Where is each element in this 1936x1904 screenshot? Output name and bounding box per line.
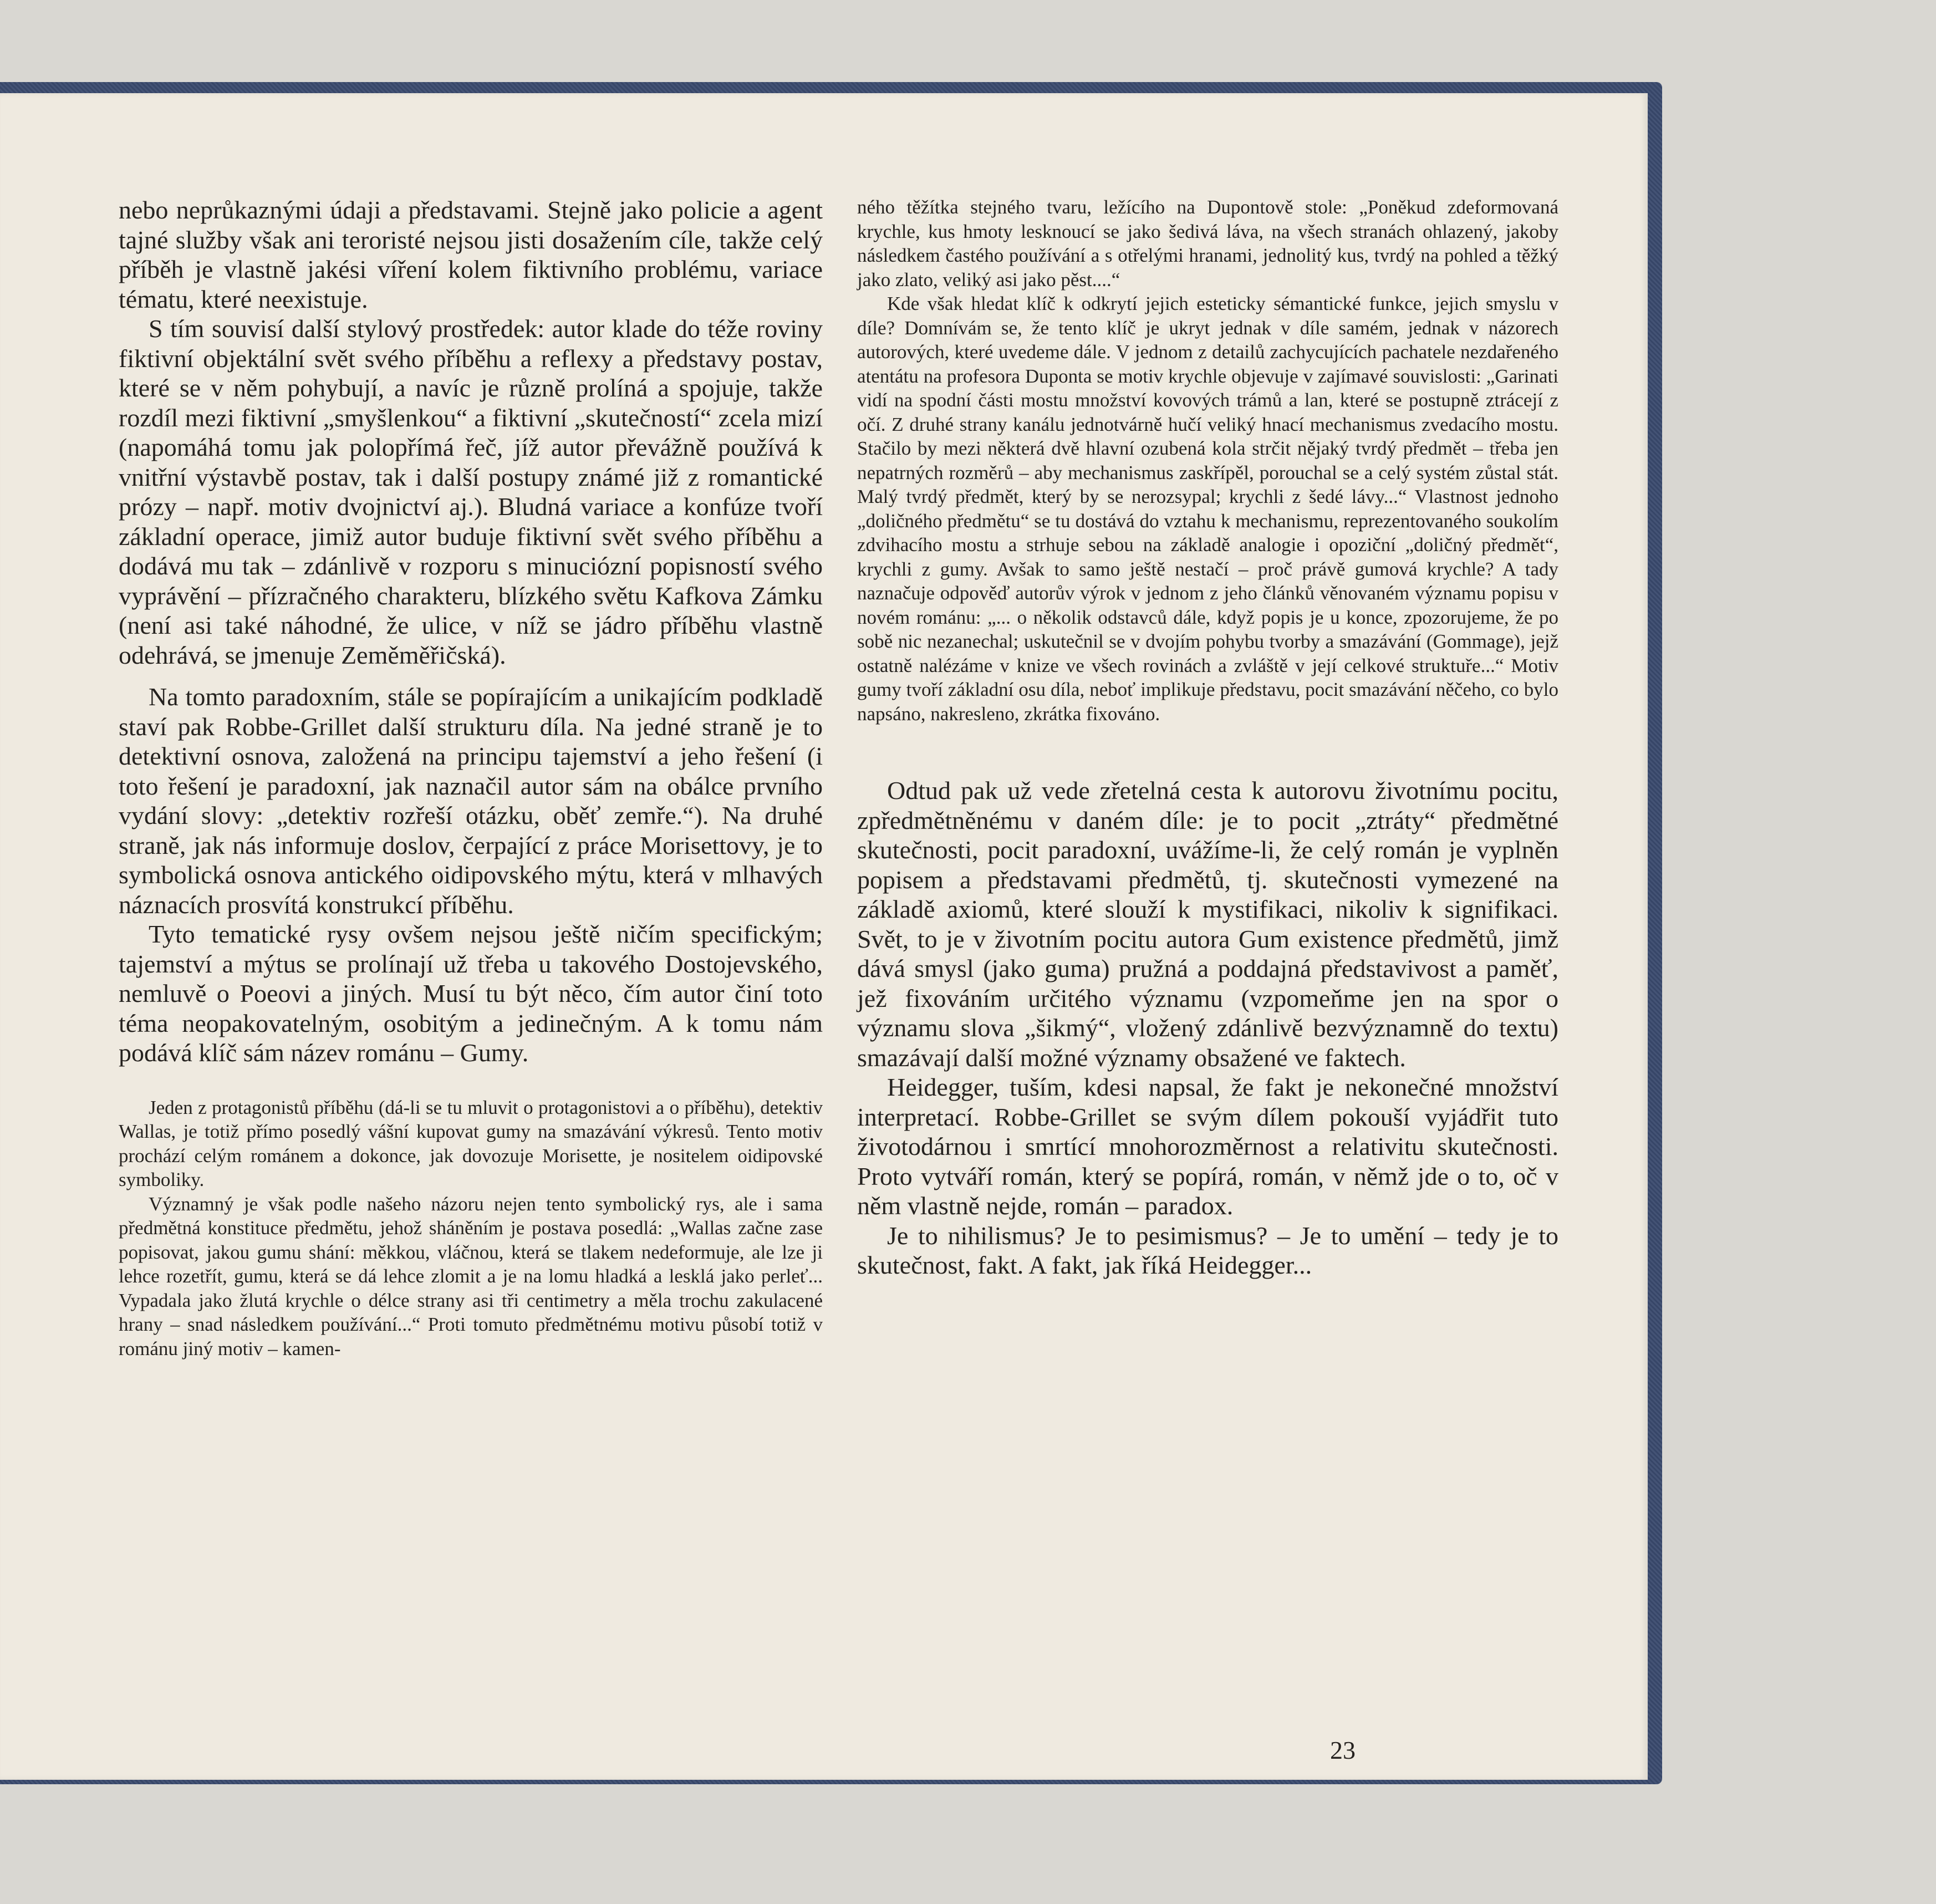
paragraph: Na tomto paradoxním, stále se popírajícím a unikajícím podkladě staví pak Robbe-Grillet další strukturu díla. Na jedné straně je to detektivní osnova, založená na principu tajemství a jeho řešení (i toto řešení je paradoxní, jak naznačil autor sám na obálce prvního vydání slovy: „detektiv rozřeší otázku, oběť zemře.“). Na druhé straně, jak nás informuje doslov, čerpající z práce Morisettovy, je to symbolická osnova antického oidipovského mýtu, která v mlhavých náznacích prosvítá konstrukcí příběhu. — [119, 683, 823, 919]
left-column — [119, 195, 823, 1361]
footnote-paragraph: ného těžítka stejného tvaru, ležícího na Dupontově stole: „Poněkud zdeformovaná krychle, kus hmoty lesknoucí se jako šedivá láva, na všech stranách ohlazený, jakoby následkem častého používání a s otřelými hranami, jednolitý kus, tvrdý na pohled a těžký jako zlato, veliký asi jako pěst....“ — [857, 196, 1558, 291]
paragraph: Tyto tematické rysy ovšem nejsou ještě ničím specifickým; tajemství a mýtus se prolínají už třeba u takového Dostojevského, nemluvě o Poeovi a jiných. Musí tu být něco, čím autor činí toto téma neopakovatelným, osobitým a jedinečným. A k tomu nám podává klíč sám název románu – Gumy. — [119, 920, 823, 1067]
footnote-paragraph: Jeden z protagonistů příběhu (dá-li se tu mluvit o protagonistovi a o příběhu), detektiv Wallas, je totiž přímo posedlý vášní kupovat gumy na smazávání výkresů. Tento motiv prochází celým románem a dokonce, jak dovozuje Morisette, je nositelem oidipovské symboliky. — [119, 1096, 823, 1190]
footnote-paragraph: Významný je však podle našeho názoru nejen tento symbolický rys, ale i sama předmětná konstituce předmětu, jehož sháněním je postava posedlá: „Wallas začne zase popisovat, jakou gumu shání: měkkou, vláčnou, která se tlakem nedeformuje, ale lze ji lehce rozetřít, gumu, která se dá lehce zlomit a je na lomu hladká a lesklá jako perleť... Vypadala jako žlutá krychle o délce strany asi tři centimetry a měla trochu zakulacené hrany – snad následkem používání...“ Proti tomuto předmětnému motivu působí totiž v románu jiný motiv – kamen- — [119, 1193, 823, 1360]
right-column — [857, 195, 1558, 1280]
footnote-paragraph: Kde však hledat klíč k odkrytí jejich esteticky sémantické funkce, jejich smyslu v díle? Domnívám se, že tento klíč je ukryt jednak v díle samém, jednak v názorech autorových, které uvedeme dále. V jednom z detailů zachycujících pachatele nezdařeného atentátu na profesora Duponta se motiv krychle objevuje v zajímavé souvislosti: „Garinati vidí na spodní části mostu množství kovových trámů a lan, které se postupně ztrácejí z očí. Z druhé strany kanálu jednotvárně hučí veliký hnací mechanismus zvedacího mostu. Stačilo by mezi některá dvě hlavní ozubená kola strčit nějaký tvrdý předmět – třeba jen nepatrných rozměrů – aby mechanismus zaskřípěl, porouchal se a celý systém zůstal stát. Malý tvrdý předmět, který by se nerozsypal; krychli z šedé lávy...“ Vlastnost jednoho „doličného předmětu“ se tu dostává do vztahu k mechanismu, reprezentovaného soukolím zdvihacího mostu a strhuje sebou na základě analogie i opoziční „doličný předmět“, krychli z gumy. Avšak to samo ještě nestačí – proč právě gumová krychle? A tady naznačuje odpověď autorův výrok v jednom z jeho článků věnovaném významu popisu v novém románu: „... o několik odstavců dále, když popis je u konce, zpozorujeme, že po sobě nic nezanechal; uskutečnil se v dvojím pohybu tvorby a smazávání (Gommage), jejž ostatně nalézáme v knize ve všech rovinách a zvláště v její celkové struktuře...“ Motiv gumy tvoří základní osu díla, neboť implikuje představu, pocit smazávání něčeho, co bylo napsáno, nakresleno, zkrátka fixováno. — [857, 293, 1558, 725]
paragraph: Odtud pak už vede zřetelná cesta k autorovu životnímu pocitu, zpředmětněnému v daném díle: je to pocit „ztráty“ předmětné skutečnosti, pocit paradoxní, uvážíme-li, že celý román je vyplněn popisem a představami předmětů, tj. skutečnosti vymezené na základě axiomů, které slouží k mystifikaci, nikoliv k signifikaci. Svět, to je v životním pocitu autora Gum existence předmětů, jimž dává smysl (jako guma) pružná a poddajná představivost a paměť, jež fixováním určitého významu (vzpomeňme jen na spor o významu slova „šikmý“, vložený zdánlivě bezvýznamně do textu) smazávají další možné významy obsažené ve faktech. — [857, 776, 1558, 1072]
paragraph: nebo neprůkaznými údaji a představami. Stejně jako policie a agent tajné služby však ani teroristé nejsou jisti dosažením cíle, takže celý příběh je vlastně jakési víření kolem fiktivního problému, variace tématu, které neexistuje. — [119, 196, 823, 313]
paragraph: Heidegger, tuším, kdesi napsal, že fakt je nekonečné množství interpretací. Robbe-Grillet se svým dílem pokouší vyjádřit tuto životodárnou i smrtící mnohorozměrnost a relativitu skutečnosti. Proto vytváří román, který se popírá, román, v němž jde o to, oč v něm vlastně nejde, román – paradox. — [857, 1073, 1558, 1220]
page-number: 23 — [1330, 1736, 1356, 1764]
paragraph: S tím souvisí další stylový prostředek: autor klade do téže roviny fiktivní objektální svět svého příběhu a reflexy a představy postav, které se v něm pohybují, a navíc je různě prolíná a spojuje, takže rozdíl mezi fiktivní „smyšlenkou“ a fiktivní „skutečností“ zcela mizí (napomáhá tomu jak polopřímá řeč, jíž autor převážně používá k vnitřní výstavbě postav, tak i další postupy známé již z romantické prózy – např. motiv dvojnictví aj.). Bludná variace a konfúze tvoří základní operace, jimiž autor buduje fiktivní svět svého příběhu a dodává mu tak – zdánlivě v rozporu s minuciózní popisností svého vyprávění – přízračného charakteru, blízkého světu Kafkova Zámku (není asi také náhodné, že ulice, v níž se jádro příběhu vlastně odehrává, se jmenuje Zeměměřičská). — [119, 314, 823, 669]
paragraph: Je to nihilismus? Je to pesimismus? – Je to umění – tedy je to skutečnost, fakt. A fakt, jak říká Heidegger... — [857, 1221, 1558, 1279]
